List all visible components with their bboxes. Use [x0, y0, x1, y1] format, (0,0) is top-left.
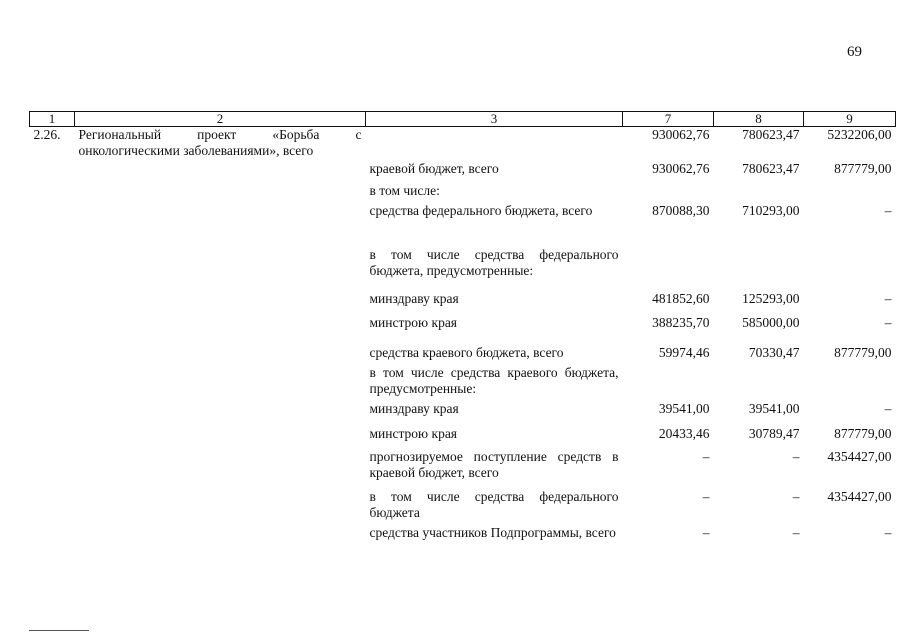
row-c9: 877779,00	[834, 425, 892, 441]
row-c7: –	[702, 524, 710, 540]
row-c7: –	[702, 448, 710, 464]
header-col-7: 7	[623, 112, 714, 127]
row-c9	[804, 247, 896, 291]
row-desc: краевой бюджет, всего	[369, 160, 499, 176]
row-desc: в том числе средства федерального бюджета, предусмотренные:	[369, 246, 619, 278]
row-c8: 710293,00	[742, 202, 800, 218]
row-desc: в том числе:	[369, 182, 440, 198]
row-c8: 30789,47	[748, 425, 800, 441]
row-c7: 388235,70	[652, 314, 710, 330]
table-row	[30, 127, 896, 161]
footer-rule	[29, 630, 89, 631]
row-c9: 877779,00	[834, 160, 892, 176]
row-desc: в том числе средства краевого бюджета, предусмотренные:	[369, 364, 619, 396]
budget-table	[29, 111, 896, 561]
row-desc: минстрою края	[369, 425, 458, 441]
row-c8: 780623,47	[742, 160, 800, 176]
row-c8: –	[792, 524, 800, 540]
project-total-c8: 780623,47	[742, 127, 800, 142]
row-c7	[623, 365, 714, 401]
row-c9: –	[884, 314, 892, 330]
row-c9: 877779,00	[834, 344, 892, 360]
page-number: 69	[847, 44, 862, 60]
row-c8: –	[792, 448, 800, 464]
project-total-c9: 5232206,00	[827, 127, 892, 142]
row-c7	[623, 247, 714, 291]
row-c7: 59974,46	[658, 344, 710, 360]
row-c7: 930062,76	[652, 160, 710, 176]
row-c7: –	[702, 488, 710, 504]
row-c9: 4354427,00	[827, 488, 892, 504]
project-name: Региональный проект «Борьба с онкологическими заболеваниями», всего	[78, 127, 362, 158]
row-desc: минздраву края	[369, 400, 459, 416]
row-c9: 4354427,00	[827, 448, 892, 464]
header-col-2: 2	[75, 112, 366, 127]
row-c8	[714, 365, 804, 401]
row-c9	[804, 183, 896, 203]
project-desc-empty	[366, 127, 623, 161]
header-col-9: 9	[804, 112, 896, 127]
row-desc: минздраву края	[369, 290, 459, 306]
row-desc: прогнозируемое поступление средств в краевой бюджет, всего	[369, 448, 619, 480]
row-c8: 585000,00	[742, 314, 800, 330]
row-c8: 125293,00	[742, 290, 800, 306]
row-c7	[623, 183, 714, 203]
project-total-c7: 930062,76	[652, 127, 710, 142]
row-c7: 481852,60	[652, 290, 710, 306]
row-c7: 20433,46	[658, 425, 710, 441]
row-c8: 70330,47	[748, 344, 800, 360]
row-desc: средства федерального бюджета, всего	[369, 202, 593, 218]
row-c8: 39541,00	[748, 400, 800, 416]
row-c8	[714, 183, 804, 203]
row-desc: средства участников Подпрограммы, всего	[369, 524, 616, 540]
row-c8: –	[792, 488, 800, 504]
row-c9: –	[884, 290, 892, 306]
row-desc: минстрою края	[369, 314, 458, 330]
row-desc: в том числе средства федерального бюджета	[369, 488, 619, 520]
row-c9: –	[884, 202, 892, 218]
row-c9: –	[884, 524, 892, 540]
row-c8	[714, 247, 804, 291]
header-col-1: 1	[30, 112, 75, 127]
table-header	[30, 112, 896, 127]
row-c7: 39541,00	[658, 400, 710, 416]
project-code: 2.26.	[33, 127, 61, 142]
row-c9	[804, 365, 896, 401]
row-c9: –	[884, 400, 892, 416]
table-body	[30, 127, 896, 561]
header-col-3: 3	[366, 112, 623, 127]
row-c7: 870088,30	[652, 202, 710, 218]
row-desc: средства краевого бюджета, всего	[369, 344, 564, 360]
header-col-8: 8	[714, 112, 804, 127]
